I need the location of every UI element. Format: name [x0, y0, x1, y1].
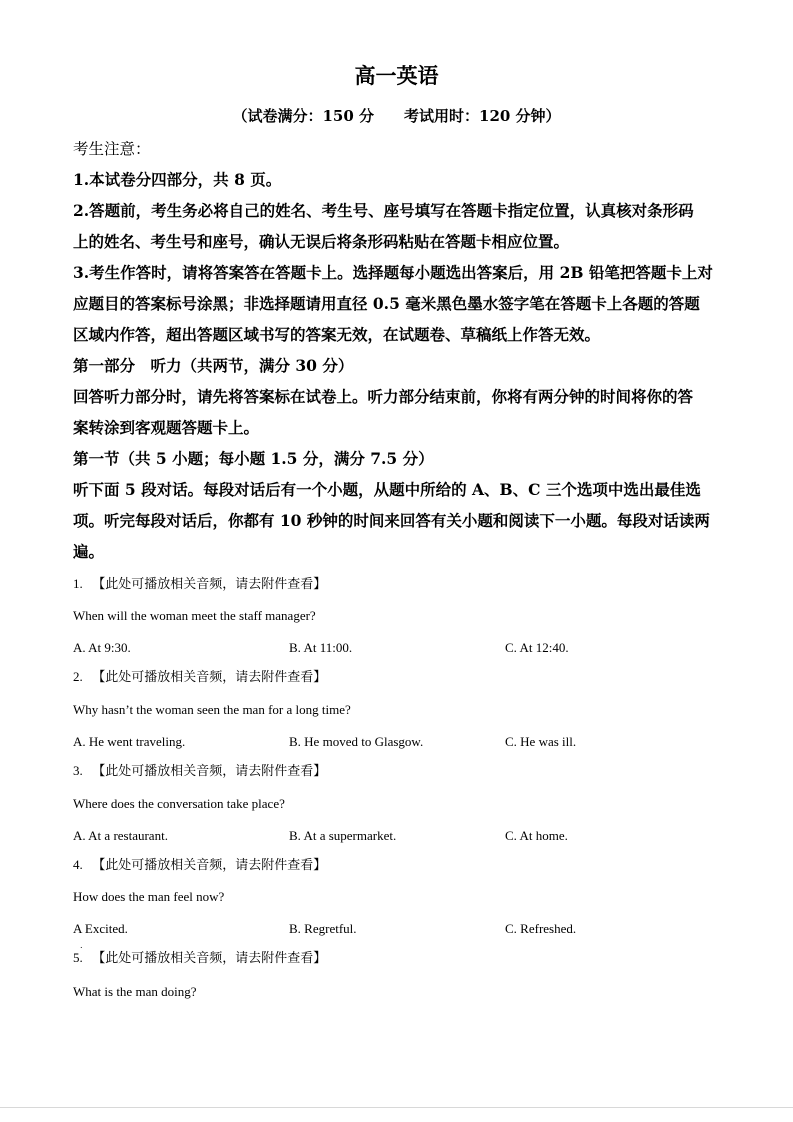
note-3-line-3: 区域内作答，超出答题区域书写的答案无效，在试题卷、草稿纸上作答无效。 — [73, 325, 601, 344]
audio-placeholder: 【此处可播放相关音频，请去附件查看】 — [92, 669, 327, 684]
part1-intro-line-1: 回答听力部分时，请先将答案标在试卷上。听力部分结束前，你将有两分钟的时间将你的答 — [73, 387, 694, 406]
part1-heading: 第一部分 听力（共两节，满分 30 分） — [73, 356, 354, 375]
question-1-option-a: A. At 9:30. — [73, 640, 131, 655]
question-number: 5. — [73, 950, 83, 965]
note-2-line-2: 上的姓名、考生号和座号，确认无误后将条形码粘贴在答题卡相应位置。 — [73, 232, 570, 251]
exam-score: （试卷满分：150 分 — [232, 107, 374, 125]
page-title: 高一英语 — [354, 63, 439, 88]
part1-intro-line-2: 案转涂到客观题答题卡上。 — [73, 418, 260, 437]
question-4-option-b: B. Regretful. — [289, 921, 357, 936]
question-4-text: How does the man feel now? — [73, 889, 225, 904]
question-1-text: When will the woman meet the staff manager? — [73, 608, 316, 623]
question-4-audio[interactable] — [73, 856, 326, 874]
question-3-text: Where does the conversation take place? — [73, 796, 285, 811]
question-4-option-a: A Excited. — [73, 921, 128, 936]
question-2-text: Why hasn’t the woman seen the man for a long time? — [73, 702, 351, 717]
question-5-audio[interactable] — [73, 949, 326, 967]
audio-placeholder: 【此处可播放相关音频，请去附件查看】 — [92, 857, 327, 872]
notes-heading: 考生注意： — [73, 140, 151, 158]
audio-placeholder: 【此处可播放相关音频，请去附件查看】 — [92, 763, 327, 778]
question-2-option-b: B. He moved to Glasgow. — [289, 734, 424, 749]
question-number: 4. — [73, 857, 83, 872]
question-number: 2. — [73, 669, 83, 684]
section1-instr-line-3: 遍。 — [73, 542, 105, 561]
note-2-line-1: 2.答题前，考生务必将自己的姓名、考生号、座号填写在答题卡指定位置，认真核对条形码 — [73, 201, 694, 220]
question-2-option-c: C. He was ill. — [505, 734, 577, 749]
question-1-option-c: C. At 12:40. — [505, 640, 569, 655]
question-5-text: What is the man doing? — [73, 984, 197, 999]
question-3-option-c: C. At home. — [505, 828, 568, 843]
section1-instr-line-1: 听下面 5 段对话。每段对话后有一个小题，从题中所给的 A、B、C 三个选项中选出最佳选 — [73, 480, 701, 499]
question-2-audio[interactable] — [73, 668, 326, 686]
section1-heading: 第一节（共 5 小题；每小题 1.5 分，满分 7.5 分） — [73, 449, 434, 468]
question-2-option-a: A. He went traveling. — [73, 734, 186, 749]
exam-time: 考试用时：120 分钟） — [404, 107, 561, 125]
note-3-line-2: 应题目的答案标号涂黑；非选择题请用直径 0.5 毫米黑色墨水签字笔在答题卡上各题的答题 — [73, 294, 700, 313]
question-number: 3. — [73, 763, 83, 778]
exam-info — [0, 105, 793, 127]
note-1: 1.本试卷分四部分，共 8 页。 — [73, 170, 282, 189]
question-1-option-b: B. At 11:00. — [289, 640, 353, 655]
stray-dot: . — [80, 941, 83, 950]
question-3-option-b: B. At a supermarket. — [289, 828, 397, 843]
question-number: 1. — [73, 576, 83, 591]
section1-instr-line-2: 项。听完每段对话后，你都有 10 秒钟的时间来回答有关小题和阅读下一小题。每段对话读两 — [73, 511, 710, 530]
question-1-audio[interactable] — [73, 575, 326, 593]
question-3-option-a: A. At a restaurant. — [73, 828, 168, 843]
question-4-option-c: C. Refreshed. — [505, 921, 577, 936]
question-3-audio[interactable] — [73, 762, 326, 780]
audio-placeholder: 【此处可播放相关音频，请去附件查看】 — [92, 950, 327, 965]
page-bottom-divider — [0, 1107, 793, 1108]
audio-placeholder: 【此处可播放相关音频，请去附件查看】 — [92, 576, 327, 591]
note-3-line-1: 3.考生作答时，请将答案答在答题卡上。选择题每小题选出答案后，用 2B 铅笔把答题卡上对 — [73, 263, 713, 282]
